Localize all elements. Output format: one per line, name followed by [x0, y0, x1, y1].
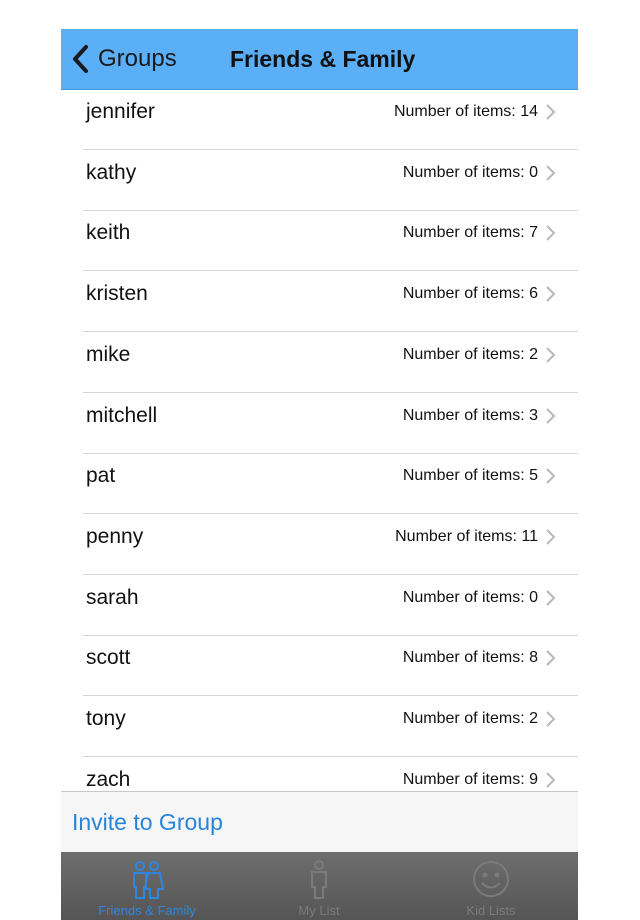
- smiley-icon: [471, 860, 511, 900]
- chevron-right-icon: [545, 589, 556, 607]
- member-name: tony: [86, 707, 126, 730]
- member-name: pat: [86, 464, 116, 488]
- list-item[interactable]: [61, 272, 578, 332]
- item-count: Number of items: 9: [402, 770, 538, 788]
- tab-label: Friends & Family: [98, 903, 196, 918]
- navigation-bar: [61, 29, 578, 90]
- person-icon: [309, 860, 329, 900]
- tab-friends-family[interactable]: [61, 852, 233, 920]
- page-title: Friends & Family: [230, 46, 416, 72]
- chevron-right-icon: [545, 407, 556, 425]
- chevron-right-icon: [545, 164, 556, 182]
- member-list: [61, 90, 578, 792]
- member-name: mitchell: [86, 403, 158, 427]
- chevron-right-icon: [545, 103, 556, 121]
- item-count: Number of items: 7: [402, 224, 538, 242]
- item-count: Number of items: 0: [402, 163, 538, 181]
- tab-bar: [61, 852, 578, 920]
- list-item[interactable]: [61, 211, 578, 271]
- member-name: scott: [86, 646, 131, 670]
- chevron-right-icon: [545, 771, 556, 789]
- member-name: keith: [86, 221, 131, 245]
- chevron-right-icon: [545, 467, 556, 485]
- invite-bar: [61, 791, 578, 853]
- item-count: Number of items: 11: [395, 527, 538, 545]
- list-item[interactable]: [61, 151, 578, 211]
- item-count: Number of items: 6: [402, 285, 538, 303]
- tab-my-list[interactable]: [233, 852, 405, 920]
- list-item[interactable]: [61, 697, 578, 757]
- chevron-right-icon: [545, 285, 556, 303]
- member-name: jennifer: [86, 100, 155, 123]
- app-screen: [61, 29, 578, 920]
- list-item[interactable]: [61, 90, 578, 150]
- item-count: Number of items: 5: [402, 467, 538, 485]
- list-item[interactable]: [61, 758, 578, 792]
- invite-to-group-button[interactable]: Invite to Group: [72, 809, 223, 835]
- member-name: mike: [86, 342, 131, 366]
- back-button-label: Groups: [98, 45, 177, 72]
- item-count: Number of items: 0: [402, 588, 538, 606]
- item-count: Number of items: 2: [402, 345, 538, 363]
- member-name: sarah: [86, 585, 139, 609]
- list-item[interactable]: [61, 333, 578, 393]
- member-name: zach: [86, 767, 131, 791]
- list-item[interactable]: [61, 515, 578, 575]
- tab-label: My List: [298, 903, 340, 918]
- title-area: [61, 29, 578, 89]
- member-name: penny: [86, 524, 144, 548]
- list-item[interactable]: [61, 576, 578, 636]
- chevron-right-icon: [545, 710, 556, 728]
- list-item[interactable]: [61, 454, 578, 514]
- member-name: kathy: [86, 160, 137, 184]
- chevron-right-icon: [545, 346, 556, 364]
- item-count: Number of items: 14: [393, 103, 538, 120]
- chevron-right-icon: [545, 649, 556, 667]
- member-name: kristen: [86, 282, 148, 306]
- tab-label: Kid Lists: [466, 903, 516, 918]
- list-item[interactable]: [61, 636, 578, 696]
- list-item[interactable]: [61, 394, 578, 454]
- couple-icon: [130, 860, 164, 900]
- item-count: Number of items: 8: [402, 649, 538, 667]
- chevron-right-icon: [545, 528, 556, 546]
- item-count: Number of items: 2: [402, 710, 538, 727]
- tab-kid-lists[interactable]: [405, 852, 577, 920]
- chevron-right-icon: [545, 224, 556, 242]
- item-count: Number of items: 3: [402, 406, 538, 424]
